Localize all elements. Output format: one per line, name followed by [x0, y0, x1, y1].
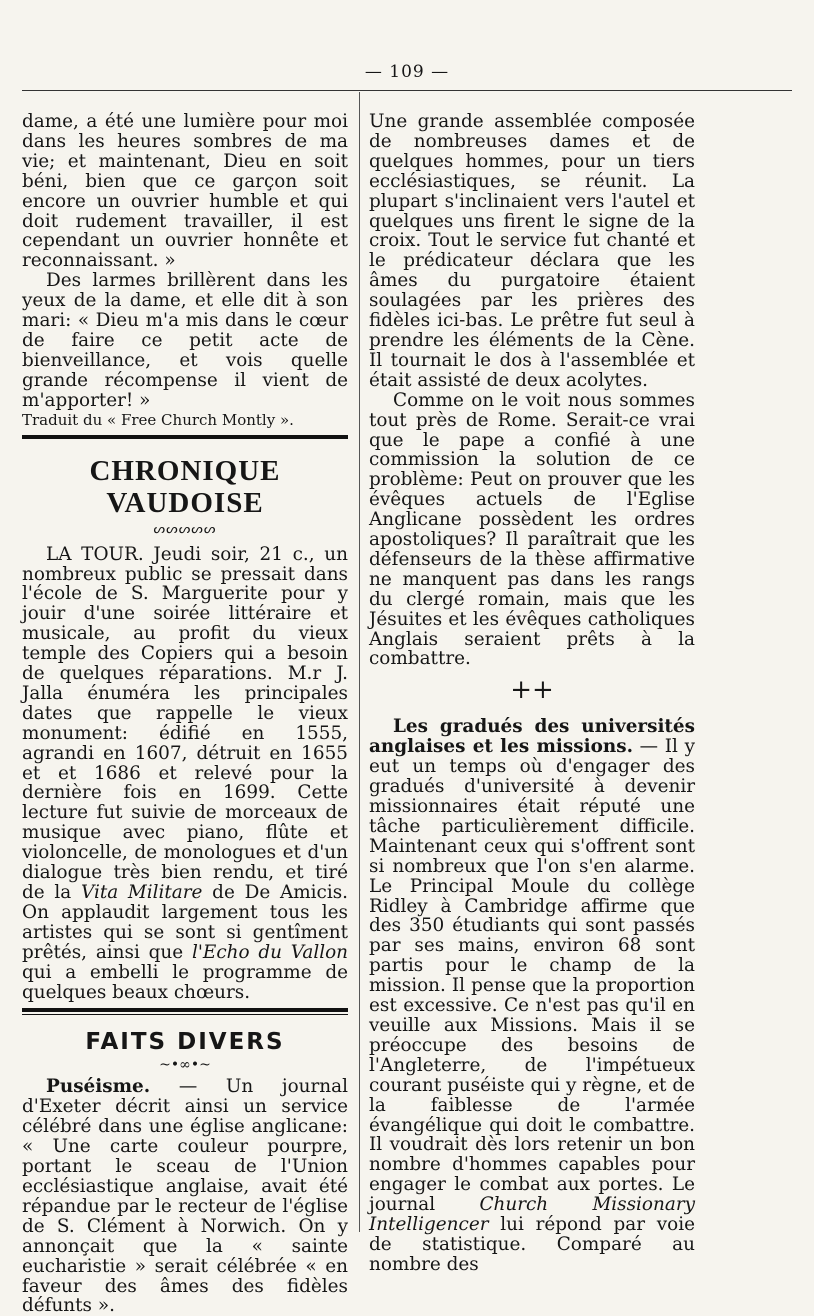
story-final-paragraph: Des larmes brillèrent dans les yeux de la dame, et elle dit à son mari: « Dieu m'a mis dans le cœur de faire ce petit acte de bienveillance, et vois quelle grande récompense il vient de m'apporter! »: [22, 270, 348, 411]
gradues-text-2: lui répond par voie de statistique. Comparé au nombre des: [369, 1214, 695, 1275]
latour-italic-echo-du-vallon: l'Echo du Vallon: [191, 941, 349, 963]
latour-text-3: qui a embelli le programme de quelques beaux chœurs.: [22, 961, 348, 1003]
translation-credit: Traduit du « Free Church Montly ».: [22, 410, 294, 429]
right-column: [369, 112, 695, 1275]
gradues-italic-journal: Church Missionary Intelligencer: [369, 1194, 695, 1236]
latour-italic-vita-militare: Vita Militare: [80, 882, 203, 903]
section-rule-double: [22, 1008, 348, 1015]
page-number: — 109 —: [364, 62, 450, 82]
story-ending-paragraph: dame, a été une lumière pour moi dans les heures sombres de ma vie; et maintenant, Dieu en soit béni, bien que ce garçon soit encore un ouvrier humble et qui doit rudement travailler, il est cependant un ouvrier honnête et reconnaissant. »: [22, 111, 348, 272]
gradues-heading: Les gradués des universités anglaises et les missions.: [369, 716, 695, 758]
faits-ornament: ~•∞•~: [159, 1057, 211, 1074]
section-title-faits-divers: FAITS DIVERS: [85, 1029, 285, 1056]
gradues-paragraph: [369, 717, 695, 1274]
rome-paragraph: Comme on le voit nous sommes tout près de Rome. Serait-ce vrai que le pape a confié à une commission la solution de ce problème: Peut on prouver que les évêques actuels de l'Eglise Anglicane possèdent les ordres apostoliques? Il paraîtrait que les défenseurs de la thèse affirmative ne manquent pas dans les rangs du clergé romain, mais que les Jésuites et les évêques catholiques Anglais seraient prêts à la combattre.: [369, 389, 695, 670]
section-rule: [22, 435, 348, 439]
title-ornament: ᔕᔕᔕᔕᔕ: [153, 521, 217, 537]
section-title-chronique: CHRONIQUE VAUDOISE: [89, 454, 281, 519]
header-rule: [22, 90, 792, 91]
gradues-text-1: — Il y eut un temps où d'engager des gradués d'université à devenir missionnaires était réputé une tâche particulièrement difficile. Maintenant ceux qui s'offrent sont si nombreux que l'on s'en alarme. Le Principal Moule du collège Ridley à Cambridge affirme que des 350 étudiants qui sont passés par ses mains, environ 68 sont partis pour le champ de la mission. Il pense que la proportion est excessive. Ce n'est pas qu'il en veuille aux Missions. Mais il se préoccupe des besoins de l'Angleterre, de l'impétueux courant puséiste qui y règne, et de la faiblesse de l'armée évangélique qui doit le combattre. Il voudrait dès lors retenir un bon nombre d'hommes capables pour engager le combat aux portes. Le journal: [369, 736, 696, 1216]
puseisme-heading: Puséisme.: [46, 1076, 151, 1098]
puseisme-text: — Un journal d'Exeter décrit ainsi un service célébré dans une église anglicane: « Une carte couleur pourpre, portant le sceau de l'Union ecclésiastique anglaise, avait été répandue par le recteur de l'église de S. Clément à Norwich. On y annonçait que la « sainte eucharistie » serait célébrée « en faveur des âmes des fidèles défunts ».: [22, 1076, 348, 1316]
latour-text-1: LA TOUR. Jeudi soir, 21 c., un nombreux public se pressait dans l'école de S. Marguerite pour y jouir d'une soirée littéraire et musicale, au profit du vieux temple des Copiers qui a besoin de quelques réparations. M.r J. Jalla énuméra les principales dates que rappelle le vieux monument: édifié en 1555, agrandi en 1607, détruit en 1655 et et 1686 et relevé pour la dernière fois en 1699. Cette lecture fut suivie de morceaux de musique avec piano, flûte et violoncelle, de monologues et d'un dialogue très bien rendu, et tiré de la: [22, 543, 348, 903]
assembly-paragraph: Une grande assemblée composée de nombreuses dames et de quelques hommes, pour un tiers ecclésiastiques, se réunit. La plupart s'inclinaient vers l'autel et quelques uns firent le signe de la croix. Tout le service fut chanté et le prédicateur déclara que les âmes du purgatoire étaient soulagées par les prières des fidèles ici-bas. Le prêtre fut seul à prendre les éléments de la Cène. Il tournait le dos à l'assemblée et était assisté de deux acolytes.: [369, 111, 695, 391]
puseisme-paragraph: [22, 1077, 348, 1316]
latour-text-2: de De Amicis. On applaudit largement tous les artistes qui se sont si gentîment prêtés, ainsi que: [22, 882, 349, 963]
column-divider: [359, 92, 360, 1232]
latour-paragraph: [22, 545, 348, 1003]
left-column: [22, 112, 348, 1316]
separator-crosses: ++: [510, 675, 554, 706]
